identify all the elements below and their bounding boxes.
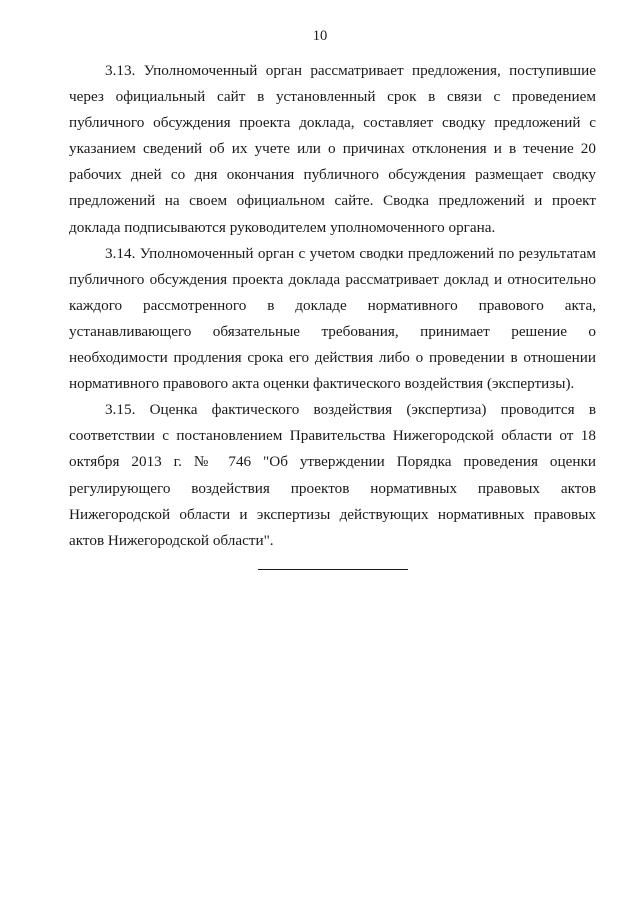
document-body (69, 58, 596, 554)
closing-divider-line (258, 569, 408, 570)
page-number: 10 (312, 28, 328, 44)
paragraph-3-13: 3.13. Уполномоченный орган рассматривает предложения, поступившие через официальный сайт в установленный срок в связи с проведением публичного обсуждения проекта доклада, составляет сводку предложений с указанием сведений об их учете или о причинах отклонения и в течение 20 рабочих дней со дня окончания публичного обсуждения размещает сводку предложений на своем официальном сайте. Сводка предложений и проект доклада подписываются руководителем уполномоченного органа. (69, 62, 596, 236)
paragraph-3-15: 3.15. Оценка фактического воздействия (экспертиза) проводится в соответствии с постановлением Правительства Нижегородской области от 18 октября 2013 г. № 746 "Об утверждении Порядка проведения оценки регулирующего воздействия проектов нормативных правовых актов Нижегородской области и экспертизы действующих нормативных правовых актов Нижегородской области". (69, 401, 596, 549)
paragraph-3-14: 3.14. Уполномоченный орган с учетом сводки предложений по результатам публичного обсуждения проекта доклада рассматривает доклад и относительно каждого рассмотренного в докладе нормативного правового акта, устанавливающего обязательные требования, принимает решение о необходимости продления срока его действия либо о проведении в отношении нормативного правового акта оценки фактического воздействия (экспертизы). (69, 244, 596, 393)
